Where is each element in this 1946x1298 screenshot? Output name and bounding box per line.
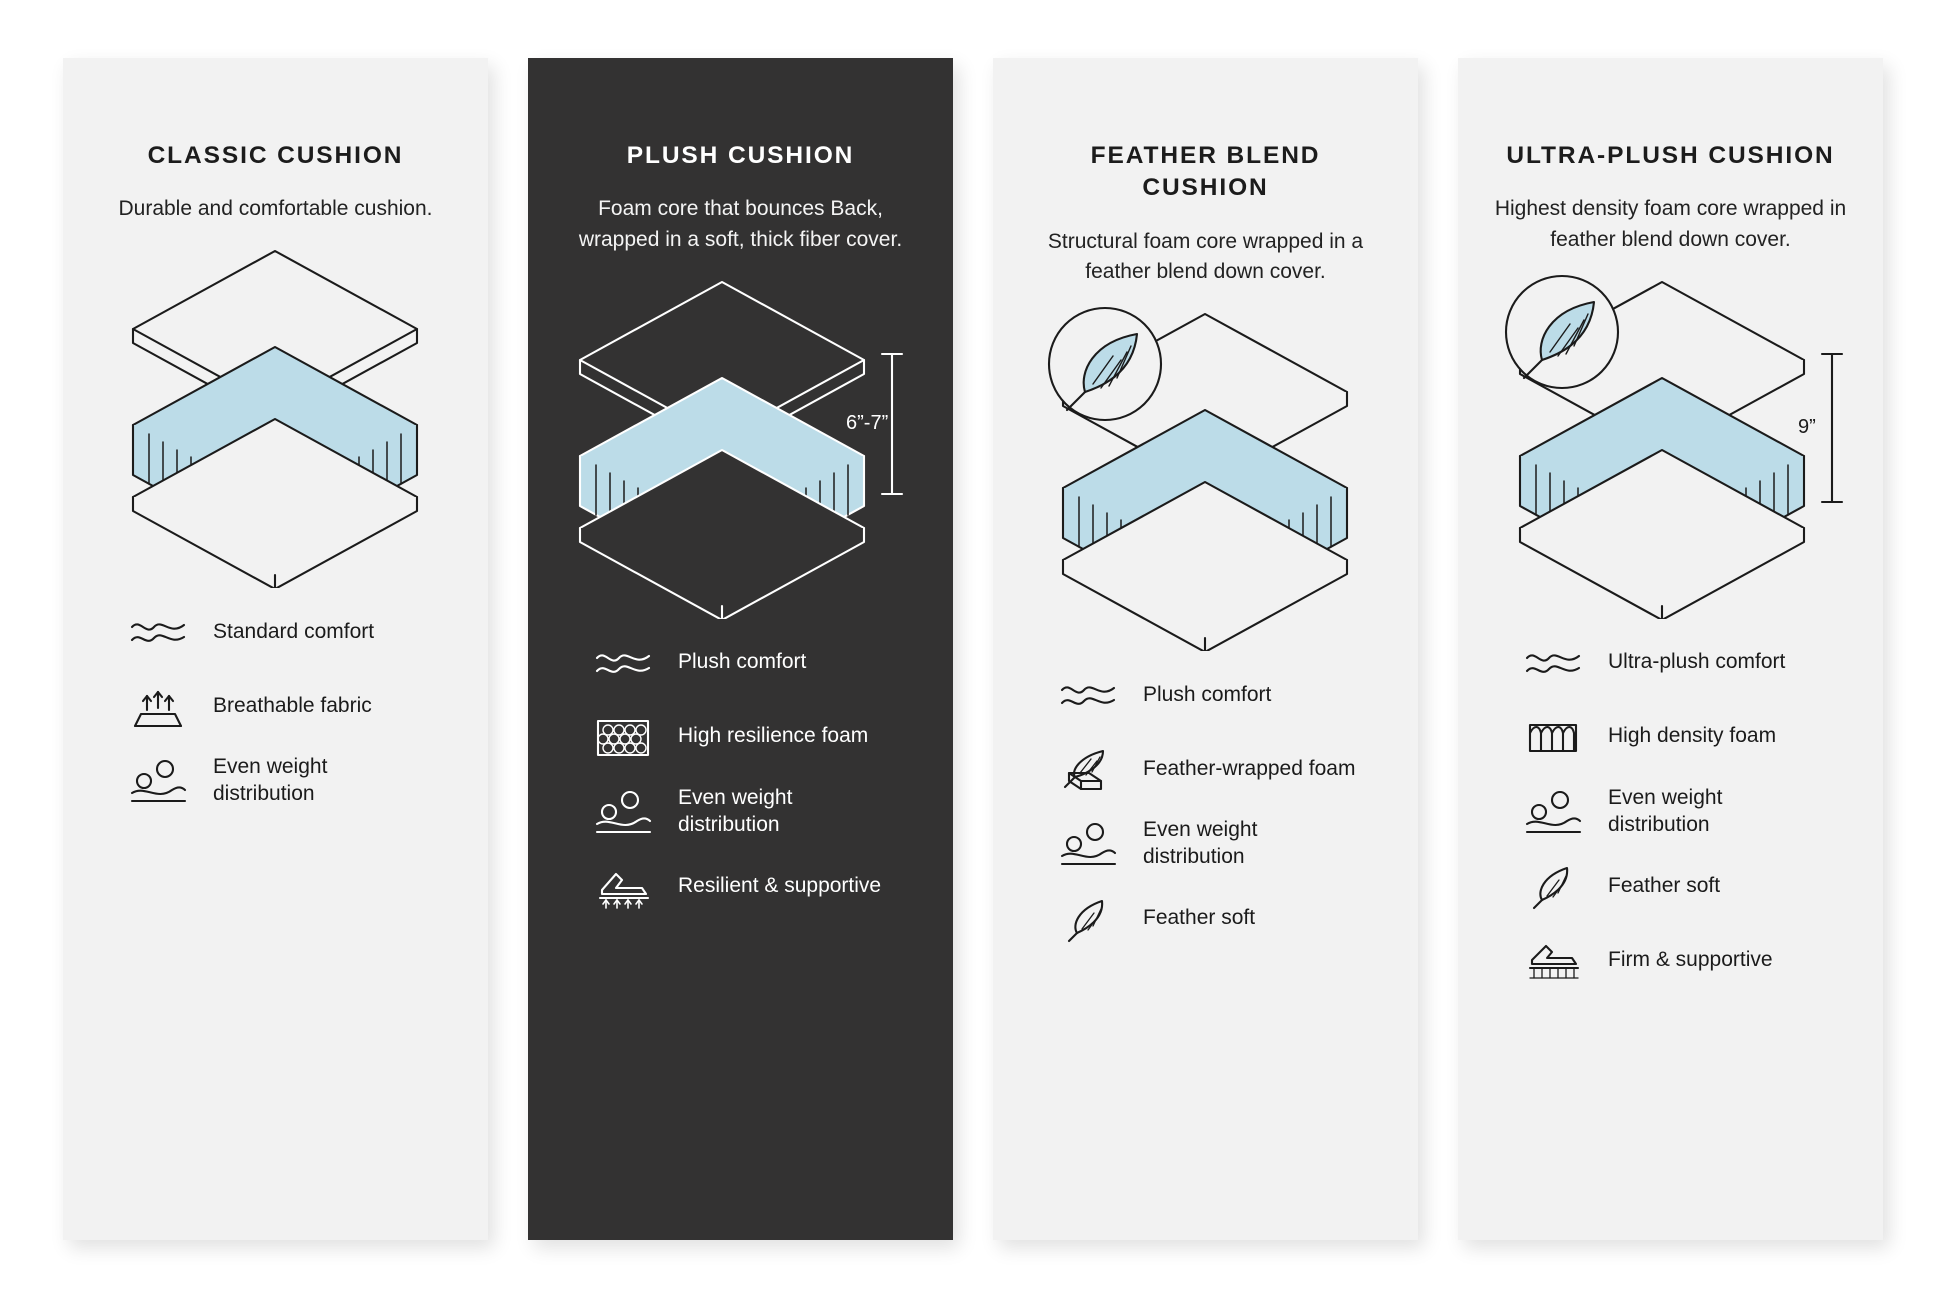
wave-comfort-icon xyxy=(125,606,191,658)
feature-label: Feather soft xyxy=(1608,873,1721,897)
feature-item xyxy=(1520,785,1849,839)
feature-item xyxy=(125,754,454,808)
feature-label: High resilience foam xyxy=(678,724,869,748)
wave-comfort-icon xyxy=(1520,637,1586,689)
feature-list xyxy=(97,606,454,808)
feature-label: Feather soft xyxy=(1143,906,1256,930)
feature-list xyxy=(1492,637,1849,987)
feature-item xyxy=(1055,669,1384,721)
card-ultra-plush-cushion xyxy=(1458,58,1883,1240)
feature-list xyxy=(562,637,919,913)
even-weight-icon xyxy=(1520,786,1586,838)
feature-label: Breathable fabric xyxy=(213,693,372,717)
feature-item xyxy=(1520,934,1849,986)
feature-item xyxy=(590,711,919,763)
cushion-layers-illustration xyxy=(97,243,454,588)
feature-label: Even weight distribution xyxy=(1608,785,1723,836)
feature-item xyxy=(1520,860,1849,912)
honeycomb-foam-icon xyxy=(590,711,656,763)
wave-comfort-icon xyxy=(590,637,656,689)
dimension-label: 6”-7” xyxy=(846,411,889,434)
feature-item xyxy=(125,680,454,732)
card-title: PLUSH CUSHION xyxy=(626,142,855,169)
feature-item xyxy=(1520,711,1849,763)
card-description: Durable and comfortable cushion. xyxy=(118,197,433,221)
feature-label: Ultra-plush comfort xyxy=(1608,650,1786,674)
feature-label: Plush comfort xyxy=(1143,682,1272,706)
card-classic-cushion xyxy=(63,58,488,1240)
feature-label: Standard comfort xyxy=(213,619,375,643)
feature-label: Firm & supportive xyxy=(1608,947,1773,971)
feature-item xyxy=(590,860,919,912)
feature-item xyxy=(1055,743,1384,795)
feature-label: Resilient & supportive xyxy=(678,873,882,897)
feature-item xyxy=(590,785,919,839)
feature-item xyxy=(1520,637,1849,689)
even-weight-icon xyxy=(590,786,656,838)
feature-item xyxy=(590,637,919,689)
feather-icon xyxy=(1055,893,1121,945)
wave-comfort-icon xyxy=(1055,669,1121,721)
feature-item xyxy=(125,606,454,658)
cushion-layers-illustration xyxy=(1027,306,1384,651)
feather-wrapped-foam-icon xyxy=(1055,743,1121,795)
card-feather-blend-cushion xyxy=(993,58,1418,1240)
even-weight-icon xyxy=(1055,818,1121,870)
feather-icon xyxy=(1520,860,1586,912)
even-weight-icon xyxy=(125,755,191,807)
high-density-foam-icon xyxy=(1520,711,1586,763)
cushion-layers-illustration xyxy=(562,274,919,619)
resilient-support-icon xyxy=(590,860,656,912)
feature-label: Plush comfort xyxy=(678,650,807,674)
card-plush-cushion xyxy=(528,58,953,1240)
dimension-label: 9” xyxy=(1798,415,1816,438)
card-title: ULTRA-PLUSH CUSHION xyxy=(1506,142,1835,169)
firm-support-icon xyxy=(1520,934,1586,986)
feature-label: High density foam xyxy=(1608,724,1777,748)
feature-label: Even weight distribution xyxy=(1143,817,1258,868)
feature-list xyxy=(1027,669,1384,945)
cushion-layers-illustration xyxy=(1492,274,1849,619)
card-description: Foam core that bounces Back, wrapped in a soft, thick fiber cover. xyxy=(578,197,903,251)
card-title: FEATHER BLEND CUSHION xyxy=(1090,142,1321,202)
card-title: CLASSIC CUSHION xyxy=(147,142,404,169)
card-description: Structural foam core wrapped in a feather blend down cover. xyxy=(1047,229,1364,284)
feature-label: Even weight distribution xyxy=(678,785,793,836)
feature-label: Even weight distribution xyxy=(213,754,328,805)
feature-item xyxy=(1055,893,1384,945)
breathable-fabric-icon xyxy=(125,680,191,732)
card-description: Highest density foam core wrapped in feather blend down cover. xyxy=(1494,197,1847,251)
feature-label: Feather-wrapped foam xyxy=(1143,756,1356,780)
feature-item xyxy=(1055,817,1384,871)
